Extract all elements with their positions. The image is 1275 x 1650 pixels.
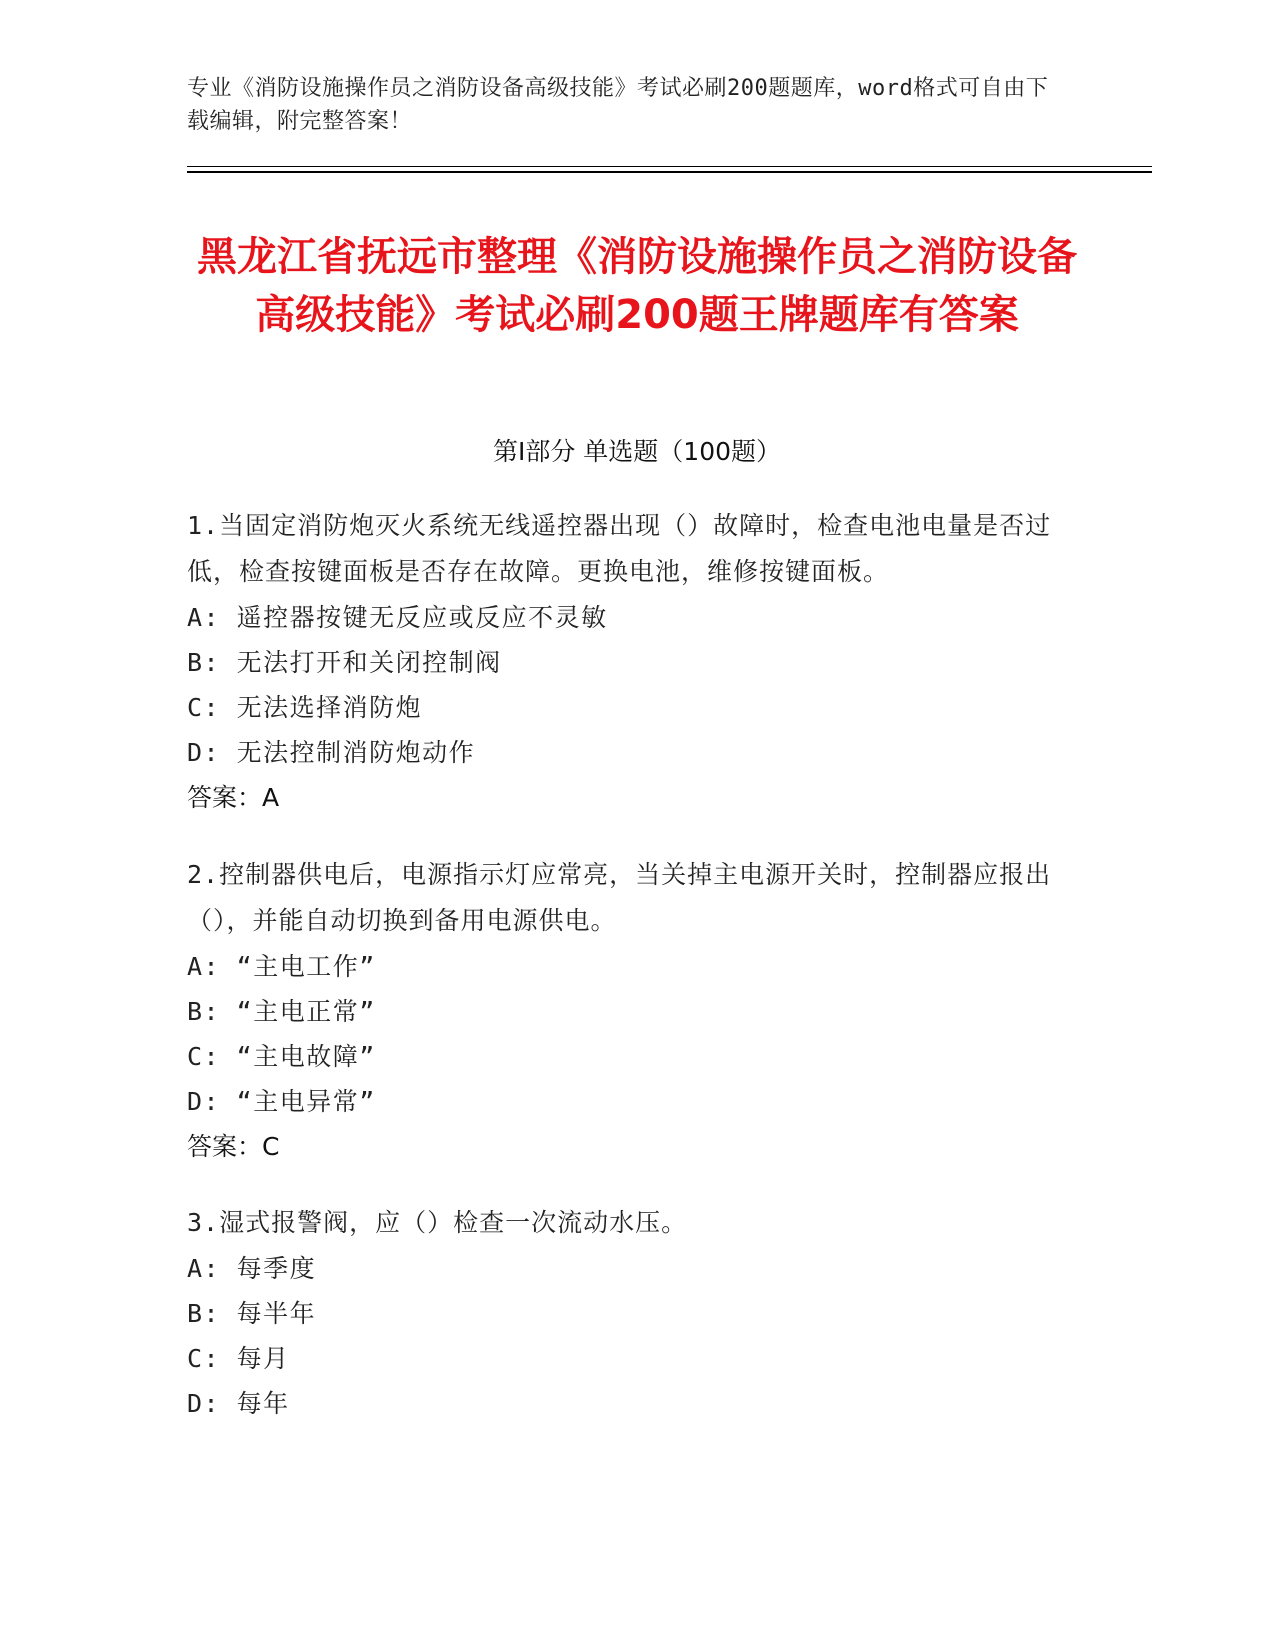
option-b: B: 每半年: [187, 1299, 317, 1328]
document-title: 黑龙江省抚远市整理《消防设施操作员之消防设备高级技能》考试必刷200题王牌题库有答案: [197, 234, 1077, 338]
question-2: [187, 852, 1067, 1170]
answer-line: 答案：A: [187, 783, 280, 812]
answer-line: 答案：C: [187, 1132, 280, 1161]
section-heading: 第Ⅰ部分 单选题（100题）: [492, 437, 782, 466]
option-b: B: 无法打开和关闭控制阀: [187, 648, 502, 677]
option-a: A: 每季度: [187, 1254, 317, 1283]
option-d: D: “主电异常”: [187, 1087, 376, 1116]
header-divider-thin: [187, 166, 1152, 167]
question-stem: 1.当固定消防炮灭火系统无线遥控器出现（）故障时，检查电池电量是否过低，检查按键面板是否存在故障。更换电池，维修按键面板。: [187, 511, 1052, 586]
question-stem: 2.控制器供电后，电源指示灯应常亮，当关掉主电源开关时，控制器应报出（），并能自动切换到备用电源供电。: [187, 860, 1052, 935]
option-a: A: 遥控器按键无反应或反应不灵敏: [187, 603, 608, 632]
option-d: D: 每年: [187, 1389, 290, 1418]
question-3: [187, 1200, 1067, 1426]
header-divider-thick: [187, 171, 1152, 173]
option-c: C: “主电故障”: [187, 1042, 376, 1071]
option-c: C: 每月: [187, 1344, 290, 1373]
question-1: [187, 503, 1067, 821]
option-d: D: 无法控制消防炮动作: [187, 738, 476, 767]
option-a: A: “主电工作”: [187, 952, 376, 981]
question-stem: 3.湿式报警阀，应（）检查一次流动水压。: [187, 1208, 688, 1237]
option-b: B: “主电正常”: [187, 997, 376, 1026]
option-c: C: 无法选择消防炮: [187, 693, 423, 722]
header-note: 专业《消防设施操作员之消防设备高级技能》考试必刷200题题库，word格式可自由下载编辑，附完整答案！: [187, 76, 1049, 134]
